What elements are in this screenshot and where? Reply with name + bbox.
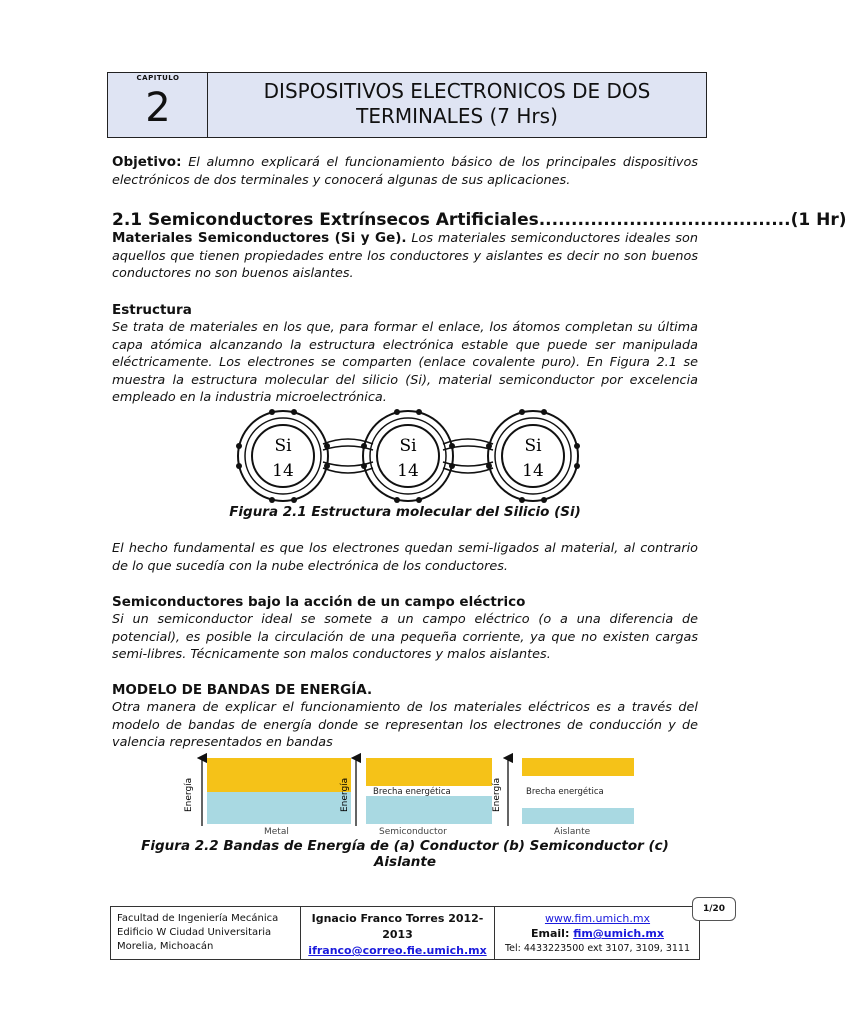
estructura-text-b: ). En Figura 2.1 se muestra la estructura molecular del silicio (	[112, 355, 699, 388]
materiales-label: Materiales Semiconductores (Si y Ge).	[112, 230, 407, 246]
objetivo-text: El alumno explicará el funcionamiento básico de los principales dispositivos electrónicos de dos terminales y conocerá algunas de sus aplicaciones.	[112, 155, 698, 188]
atom-2-number: 14	[397, 461, 419, 481]
panel-label-aislante: Aislante	[554, 827, 591, 837]
figure-2-2-caption: Figura 2.2 Bandas de Energía de (a) Conductor (b) Semiconductor (c) Aislante	[141, 838, 669, 870]
section-heading-2-1: 2.1 Semiconductores Extrínsecos Artificiales.......................................(1 Hr)	[112, 210, 846, 230]
atom-2	[361, 409, 455, 503]
estructura-text-a: Se trata de materiales en los que, para formar el enlace, los átomos completan su última capa atómica alcanzando la estructura electrónica estable que puede ser manipulada eléctricamente. Los electrones se comparten (	[112, 320, 698, 370]
panel-label-metal: Metal	[264, 827, 289, 837]
estructura-text-em: enlace covalente puro	[423, 355, 572, 370]
page-number-badge: 1/20	[692, 897, 736, 921]
atom-3-number: 14	[522, 461, 544, 481]
hecho-paragraph: El hecho fundamental es que los electrones quedan semi-ligados al material, al contrario de lo que sucedía con la nube electrónica de los conductores.	[112, 541, 698, 574]
conduction-band-a	[207, 758, 351, 792]
estructura-text-si: Si	[410, 372, 422, 388]
bandas-heading: MODELO DE BANDAS DE ENERGÍA.	[112, 682, 373, 698]
footer-author-line1: Ignacio Franco Torres 2012-	[311, 912, 484, 925]
band-panel-metal	[184, 758, 351, 837]
silicon-structure-figure	[228, 406, 588, 506]
valence-band-b	[366, 796, 492, 824]
valence-band-a	[207, 792, 351, 824]
figure-2-1-caption: Figura 2.1 Estructura molecular del Silicio (Si)	[229, 504, 581, 520]
estructura-heading: Estructura	[112, 302, 192, 318]
footer-institution-line2: Edificio W Ciudad Universitaria	[117, 927, 272, 938]
gap-label-semiconductor: Brecha energética	[373, 787, 451, 797]
chapter-number: 2	[145, 85, 171, 131]
gap-label-aislante: Brecha energética	[526, 787, 604, 797]
page-footer	[110, 906, 700, 960]
conduction-band-c	[522, 758, 634, 776]
chapter-header	[107, 72, 707, 138]
footer-email-link[interactable]: fim@umich.mx	[573, 927, 664, 940]
chapter-title	[208, 79, 706, 129]
energy-bands-figure	[176, 754, 638, 836]
atom-1-number: 14	[272, 461, 294, 481]
atom-1-symbol: Si	[274, 436, 292, 456]
chapter-title-line2: TERMINALES (7 Hrs)	[356, 104, 558, 128]
chapter-title-line1: DISPOSITIVOS ELECTRONICOS DE DOS	[263, 79, 651, 103]
chapter-number-cell	[108, 73, 208, 137]
bandas-paragraph: Otra manera de explicar el funcionamiento de los materiales eléctricos es a través del modelo de bandas de energía donde se representan los electrones de conducción y de valencia representados en bandas	[112, 700, 698, 750]
atom-2-symbol: Si	[399, 436, 417, 456]
footer-institution	[111, 907, 301, 959]
footer-website-link[interactable]: www.fim.umich.mx	[544, 912, 651, 925]
footer-institution-line3: Morelia, Michoacán	[117, 941, 214, 952]
conduction-band-b	[366, 758, 492, 786]
objetivo-paragraph	[112, 154, 698, 189]
materiales-paragraph	[112, 230, 698, 283]
footer-institution-line1: Facultad de Ingeniería Mecánica	[117, 913, 279, 924]
energy-axis-label-b: Energía	[340, 777, 350, 812]
energy-axis-label-a: Energía	[184, 777, 194, 812]
band-panel-semiconductor	[340, 758, 492, 837]
estructura-paragraph	[112, 319, 698, 407]
campo-paragraph: Si un semiconductor ideal se somete a un campo eléctrico (o a una diferencia de potencial), es posible la circulación de una pequeña corriente, ya que no existen cargas semi-libres. Técnicamente son malos conductores y malos aislantes.	[112, 612, 698, 662]
energy-axis-label-c: Energía	[492, 777, 502, 812]
valence-band-c	[522, 808, 634, 824]
panel-label-semiconductor: Semiconductor	[379, 827, 447, 837]
estructura-text-c: ), material semiconductor por excelencia empleado en la industria microelectrónica.	[112, 372, 698, 405]
objetivo-label: Objetivo:	[112, 154, 182, 170]
footer-email-row	[495, 926, 700, 941]
materiales-text: Los materiales semiconductores ideales son aquellos que tienen propiedades entre los conductores y aislantes es decir no son buenos conductores no son buenos aislantes.	[112, 231, 698, 281]
chapter-label: CAPITULO	[136, 74, 180, 82]
footer-contact	[495, 907, 700, 959]
atom-3-symbol: Si	[524, 436, 542, 456]
footer-phone: Tel: 4433223500 ext 3107, 3109, 3111	[504, 943, 690, 954]
band-panel-aislante	[492, 758, 634, 837]
footer-email-label: Email:	[531, 927, 574, 940]
footer-author-email-link[interactable]: ifranco@correo.fie.umich.mx	[308, 944, 487, 957]
footer-author	[301, 907, 495, 959]
footer-author-line2: 2013	[382, 928, 413, 941]
atom-1	[236, 409, 330, 503]
atom-3	[486, 409, 580, 503]
campo-heading: Semiconductores bajo la acción de un campo eléctrico	[112, 594, 526, 610]
